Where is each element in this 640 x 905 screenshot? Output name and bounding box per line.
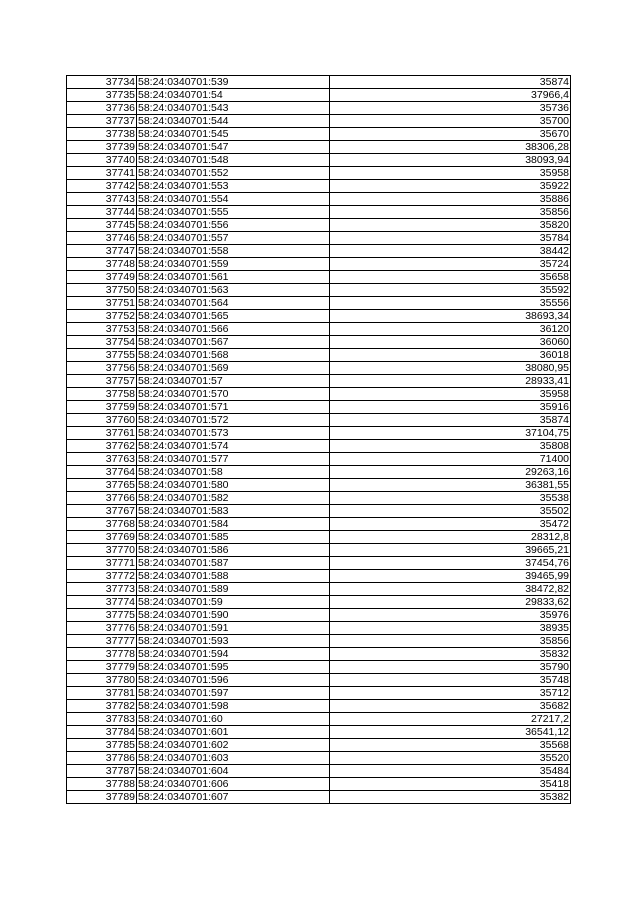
row-number-cell: 37755 (67, 349, 137, 362)
table-row (67, 206, 571, 219)
cadastral-number-cell: 58:24:0340701:548 (137, 154, 330, 167)
cadastral-number-cell: 58:24:0340701:595 (137, 661, 330, 674)
value-cell: 35484 (330, 765, 571, 778)
value-cell: 36018 (330, 349, 571, 362)
row-number-cell: 37759 (67, 401, 137, 414)
cadastral-number-cell: 58:24:0340701:585 (137, 531, 330, 544)
row-number-cell: 37782 (67, 700, 137, 713)
row-number-cell: 37771 (67, 557, 137, 570)
table-row (67, 310, 571, 323)
row-number-cell: 37757 (67, 375, 137, 388)
table-row (67, 388, 571, 401)
cadastral-number-cell: 58:24:0340701:582 (137, 492, 330, 505)
row-number-cell: 37785 (67, 739, 137, 752)
table-row (67, 115, 571, 128)
table-row (67, 141, 571, 154)
data-table (66, 75, 571, 804)
table-row (67, 518, 571, 531)
value-cell: 36060 (330, 336, 571, 349)
cadastral-number-cell: 58:24:0340701:554 (137, 193, 330, 206)
table-row (67, 193, 571, 206)
cadastral-number-cell: 58:24:0340701:559 (137, 258, 330, 271)
value-cell: 35916 (330, 401, 571, 414)
row-number-cell: 37745 (67, 219, 137, 232)
cadastral-number-cell: 58:24:0340701:590 (137, 609, 330, 622)
cadastral-number-cell: 58:24:0340701:603 (137, 752, 330, 765)
row-number-cell: 37736 (67, 102, 137, 115)
value-cell: 36381,55 (330, 479, 571, 492)
cadastral-number-cell: 58:24:0340701:601 (137, 726, 330, 739)
value-cell: 39665,21 (330, 544, 571, 557)
row-number-cell: 37747 (67, 245, 137, 258)
row-number-cell: 37773 (67, 583, 137, 596)
value-cell: 38080,95 (330, 362, 571, 375)
cadastral-number-cell: 58:24:0340701:584 (137, 518, 330, 531)
table-row (67, 479, 571, 492)
table-row (67, 505, 571, 518)
cadastral-number-cell: 58:24:0340701:586 (137, 544, 330, 557)
row-number-cell: 37765 (67, 479, 137, 492)
value-cell: 35418 (330, 778, 571, 791)
row-number-cell: 37753 (67, 323, 137, 336)
table-row (67, 778, 571, 791)
row-number-cell: 37762 (67, 440, 137, 453)
cadastral-number-cell: 58:24:0340701:597 (137, 687, 330, 700)
row-number-cell: 37751 (67, 297, 137, 310)
table-row (67, 232, 571, 245)
cadastral-number-cell: 58:24:0340701:574 (137, 440, 330, 453)
value-cell: 35568 (330, 739, 571, 752)
value-cell: 38935 (330, 622, 571, 635)
table-row (67, 583, 571, 596)
table-row (67, 492, 571, 505)
cadastral-number-cell: 58:24:0340701:59 (137, 596, 330, 609)
table-row (67, 466, 571, 479)
value-cell: 35856 (330, 635, 571, 648)
value-cell: 38306,28 (330, 141, 571, 154)
value-cell: 35790 (330, 661, 571, 674)
table-row (67, 570, 571, 583)
row-number-cell: 37766 (67, 492, 137, 505)
row-number-cell: 37780 (67, 674, 137, 687)
cadastral-number-cell: 58:24:0340701:596 (137, 674, 330, 687)
cadastral-number-cell: 58:24:0340701:594 (137, 648, 330, 661)
cadastral-number-cell: 58:24:0340701:544 (137, 115, 330, 128)
value-cell: 35886 (330, 193, 571, 206)
cadastral-number-cell: 58:24:0340701:555 (137, 206, 330, 219)
value-cell: 35472 (330, 518, 571, 531)
table-row (67, 427, 571, 440)
value-cell: 29833,62 (330, 596, 571, 609)
cadastral-number-cell: 58:24:0340701:572 (137, 414, 330, 427)
row-number-cell: 37749 (67, 271, 137, 284)
table-row (67, 180, 571, 193)
value-cell: 35658 (330, 271, 571, 284)
row-number-cell: 37770 (67, 544, 137, 557)
value-cell: 35874 (330, 76, 571, 89)
cadastral-number-cell: 58:24:0340701:591 (137, 622, 330, 635)
table-row (67, 752, 571, 765)
table-row (67, 297, 571, 310)
table-row (67, 102, 571, 115)
table-row (67, 323, 571, 336)
row-number-cell: 37779 (67, 661, 137, 674)
table-row (67, 791, 571, 804)
cadastral-number-cell: 58:24:0340701:588 (137, 570, 330, 583)
cadastral-number-cell: 58:24:0340701:598 (137, 700, 330, 713)
row-number-cell: 37744 (67, 206, 137, 219)
value-cell: 38472,82 (330, 583, 571, 596)
value-cell: 28933,41 (330, 375, 571, 388)
row-number-cell: 37748 (67, 258, 137, 271)
table-row (67, 661, 571, 674)
table-row (67, 349, 571, 362)
row-number-cell: 37764 (67, 466, 137, 479)
table-row (67, 258, 571, 271)
row-number-cell: 37786 (67, 752, 137, 765)
value-cell: 35922 (330, 180, 571, 193)
cadastral-number-cell: 58:24:0340701:580 (137, 479, 330, 492)
table-row (67, 271, 571, 284)
value-cell: 39465,99 (330, 570, 571, 583)
row-number-cell: 37769 (67, 531, 137, 544)
cadastral-number-cell: 58:24:0340701:569 (137, 362, 330, 375)
cadastral-number-cell: 58:24:0340701:564 (137, 297, 330, 310)
value-cell: 35958 (330, 167, 571, 180)
row-number-cell: 37752 (67, 310, 137, 323)
table-row (67, 128, 571, 141)
value-cell: 38093,94 (330, 154, 571, 167)
table-row (67, 622, 571, 635)
cadastral-number-cell: 58:24:0340701:561 (137, 271, 330, 284)
table-row (67, 414, 571, 427)
value-cell: 35682 (330, 700, 571, 713)
table-row (67, 154, 571, 167)
value-cell: 35874 (330, 414, 571, 427)
cadastral-number-cell: 58:24:0340701:553 (137, 180, 330, 193)
row-number-cell: 37789 (67, 791, 137, 804)
cadastral-number-cell: 58:24:0340701:573 (137, 427, 330, 440)
table-row (67, 648, 571, 661)
value-cell: 35700 (330, 115, 571, 128)
row-number-cell: 37737 (67, 115, 137, 128)
table-row (67, 557, 571, 570)
table-row (67, 531, 571, 544)
value-cell: 71400 (330, 453, 571, 466)
cadastral-number-cell: 58:24:0340701:58 (137, 466, 330, 479)
value-cell: 35856 (330, 206, 571, 219)
row-number-cell: 37775 (67, 609, 137, 622)
value-cell: 36120 (330, 323, 571, 336)
row-number-cell: 37743 (67, 193, 137, 206)
table-row (67, 609, 571, 622)
table-row (67, 245, 571, 258)
value-cell: 28312,8 (330, 531, 571, 544)
cadastral-number-cell: 58:24:0340701:565 (137, 310, 330, 323)
value-cell: 35520 (330, 752, 571, 765)
cadastral-number-cell: 58:24:0340701:558 (137, 245, 330, 258)
value-cell: 35712 (330, 687, 571, 700)
table-row (67, 700, 571, 713)
row-number-cell: 37734 (67, 76, 137, 89)
table-row (67, 167, 571, 180)
cadastral-number-cell: 58:24:0340701:556 (137, 219, 330, 232)
row-number-cell: 37788 (67, 778, 137, 791)
row-number-cell: 37772 (67, 570, 137, 583)
table-row (67, 635, 571, 648)
cadastral-number-cell: 58:24:0340701:571 (137, 401, 330, 414)
cadastral-number-cell: 58:24:0340701:607 (137, 791, 330, 804)
row-number-cell: 37777 (67, 635, 137, 648)
value-cell: 35538 (330, 492, 571, 505)
cadastral-number-cell: 58:24:0340701:54 (137, 89, 330, 102)
table-row (67, 453, 571, 466)
cadastral-number-cell: 58:24:0340701:566 (137, 323, 330, 336)
row-number-cell: 37778 (67, 648, 137, 661)
table-body (67, 76, 571, 804)
row-number-cell: 37750 (67, 284, 137, 297)
value-cell: 38693,34 (330, 310, 571, 323)
table-row (67, 76, 571, 89)
row-number-cell: 37781 (67, 687, 137, 700)
table-row (67, 674, 571, 687)
row-number-cell: 37756 (67, 362, 137, 375)
row-number-cell: 37740 (67, 154, 137, 167)
value-cell: 35820 (330, 219, 571, 232)
table-row (67, 544, 571, 557)
cadastral-number-cell: 58:24:0340701:547 (137, 141, 330, 154)
row-number-cell: 37763 (67, 453, 137, 466)
value-cell: 35784 (330, 232, 571, 245)
value-cell: 35832 (330, 648, 571, 661)
value-cell: 35592 (330, 284, 571, 297)
table-row (67, 284, 571, 297)
row-number-cell: 37746 (67, 232, 137, 245)
value-cell: 35502 (330, 505, 571, 518)
table-row (67, 401, 571, 414)
cadastral-number-cell: 58:24:0340701:604 (137, 765, 330, 778)
row-number-cell: 37761 (67, 427, 137, 440)
value-cell: 35748 (330, 674, 571, 687)
table-row (67, 362, 571, 375)
row-number-cell: 37738 (67, 128, 137, 141)
table-row (67, 765, 571, 778)
cadastral-number-cell: 58:24:0340701:552 (137, 167, 330, 180)
row-number-cell: 37774 (67, 596, 137, 609)
cadastral-number-cell: 58:24:0340701:606 (137, 778, 330, 791)
row-number-cell: 37776 (67, 622, 137, 635)
table-row (67, 219, 571, 232)
row-number-cell: 37783 (67, 713, 137, 726)
value-cell: 35958 (330, 388, 571, 401)
table-row (67, 739, 571, 752)
cadastral-number-cell: 58:24:0340701:602 (137, 739, 330, 752)
row-number-cell: 37741 (67, 167, 137, 180)
cadastral-number-cell: 58:24:0340701:557 (137, 232, 330, 245)
cadastral-number-cell: 58:24:0340701:567 (137, 336, 330, 349)
cadastral-number-cell: 58:24:0340701:577 (137, 453, 330, 466)
value-cell: 35556 (330, 297, 571, 310)
value-cell: 27217,2 (330, 713, 571, 726)
cadastral-number-cell: 58:24:0340701:570 (137, 388, 330, 401)
table-row (67, 89, 571, 102)
value-cell: 37104,75 (330, 427, 571, 440)
value-cell: 37966,4 (330, 89, 571, 102)
table-row (67, 726, 571, 739)
row-number-cell: 37758 (67, 388, 137, 401)
value-cell: 29263,16 (330, 466, 571, 479)
row-number-cell: 37784 (67, 726, 137, 739)
row-number-cell: 37739 (67, 141, 137, 154)
value-cell: 35736 (330, 102, 571, 115)
cadastral-number-cell: 58:24:0340701:57 (137, 375, 330, 388)
cadastral-number-cell: 58:24:0340701:60 (137, 713, 330, 726)
value-cell: 38442 (330, 245, 571, 258)
cadastral-number-cell: 58:24:0340701:589 (137, 583, 330, 596)
value-cell: 36541,12 (330, 726, 571, 739)
row-number-cell: 37768 (67, 518, 137, 531)
row-number-cell: 37754 (67, 336, 137, 349)
table-row (67, 375, 571, 388)
cadastral-number-cell: 58:24:0340701:543 (137, 102, 330, 115)
cadastral-number-cell: 58:24:0340701:593 (137, 635, 330, 648)
value-cell: 35670 (330, 128, 571, 141)
row-number-cell: 37760 (67, 414, 137, 427)
row-number-cell: 37767 (67, 505, 137, 518)
row-number-cell: 37787 (67, 765, 137, 778)
table-row (67, 713, 571, 726)
row-number-cell: 37735 (67, 89, 137, 102)
table-row (67, 687, 571, 700)
cadastral-number-cell: 58:24:0340701:539 (137, 76, 330, 89)
table-row (67, 336, 571, 349)
value-cell: 35724 (330, 258, 571, 271)
value-cell: 35808 (330, 440, 571, 453)
table-row (67, 596, 571, 609)
cadastral-number-cell: 58:24:0340701:563 (137, 284, 330, 297)
cadastral-number-cell: 58:24:0340701:587 (137, 557, 330, 570)
table-row (67, 440, 571, 453)
cadastral-number-cell: 58:24:0340701:545 (137, 128, 330, 141)
value-cell: 37454,76 (330, 557, 571, 570)
value-cell: 35976 (330, 609, 571, 622)
cadastral-number-cell: 58:24:0340701:568 (137, 349, 330, 362)
row-number-cell: 37742 (67, 180, 137, 193)
value-cell: 35382 (330, 791, 571, 804)
cadastral-number-cell: 58:24:0340701:583 (137, 505, 330, 518)
